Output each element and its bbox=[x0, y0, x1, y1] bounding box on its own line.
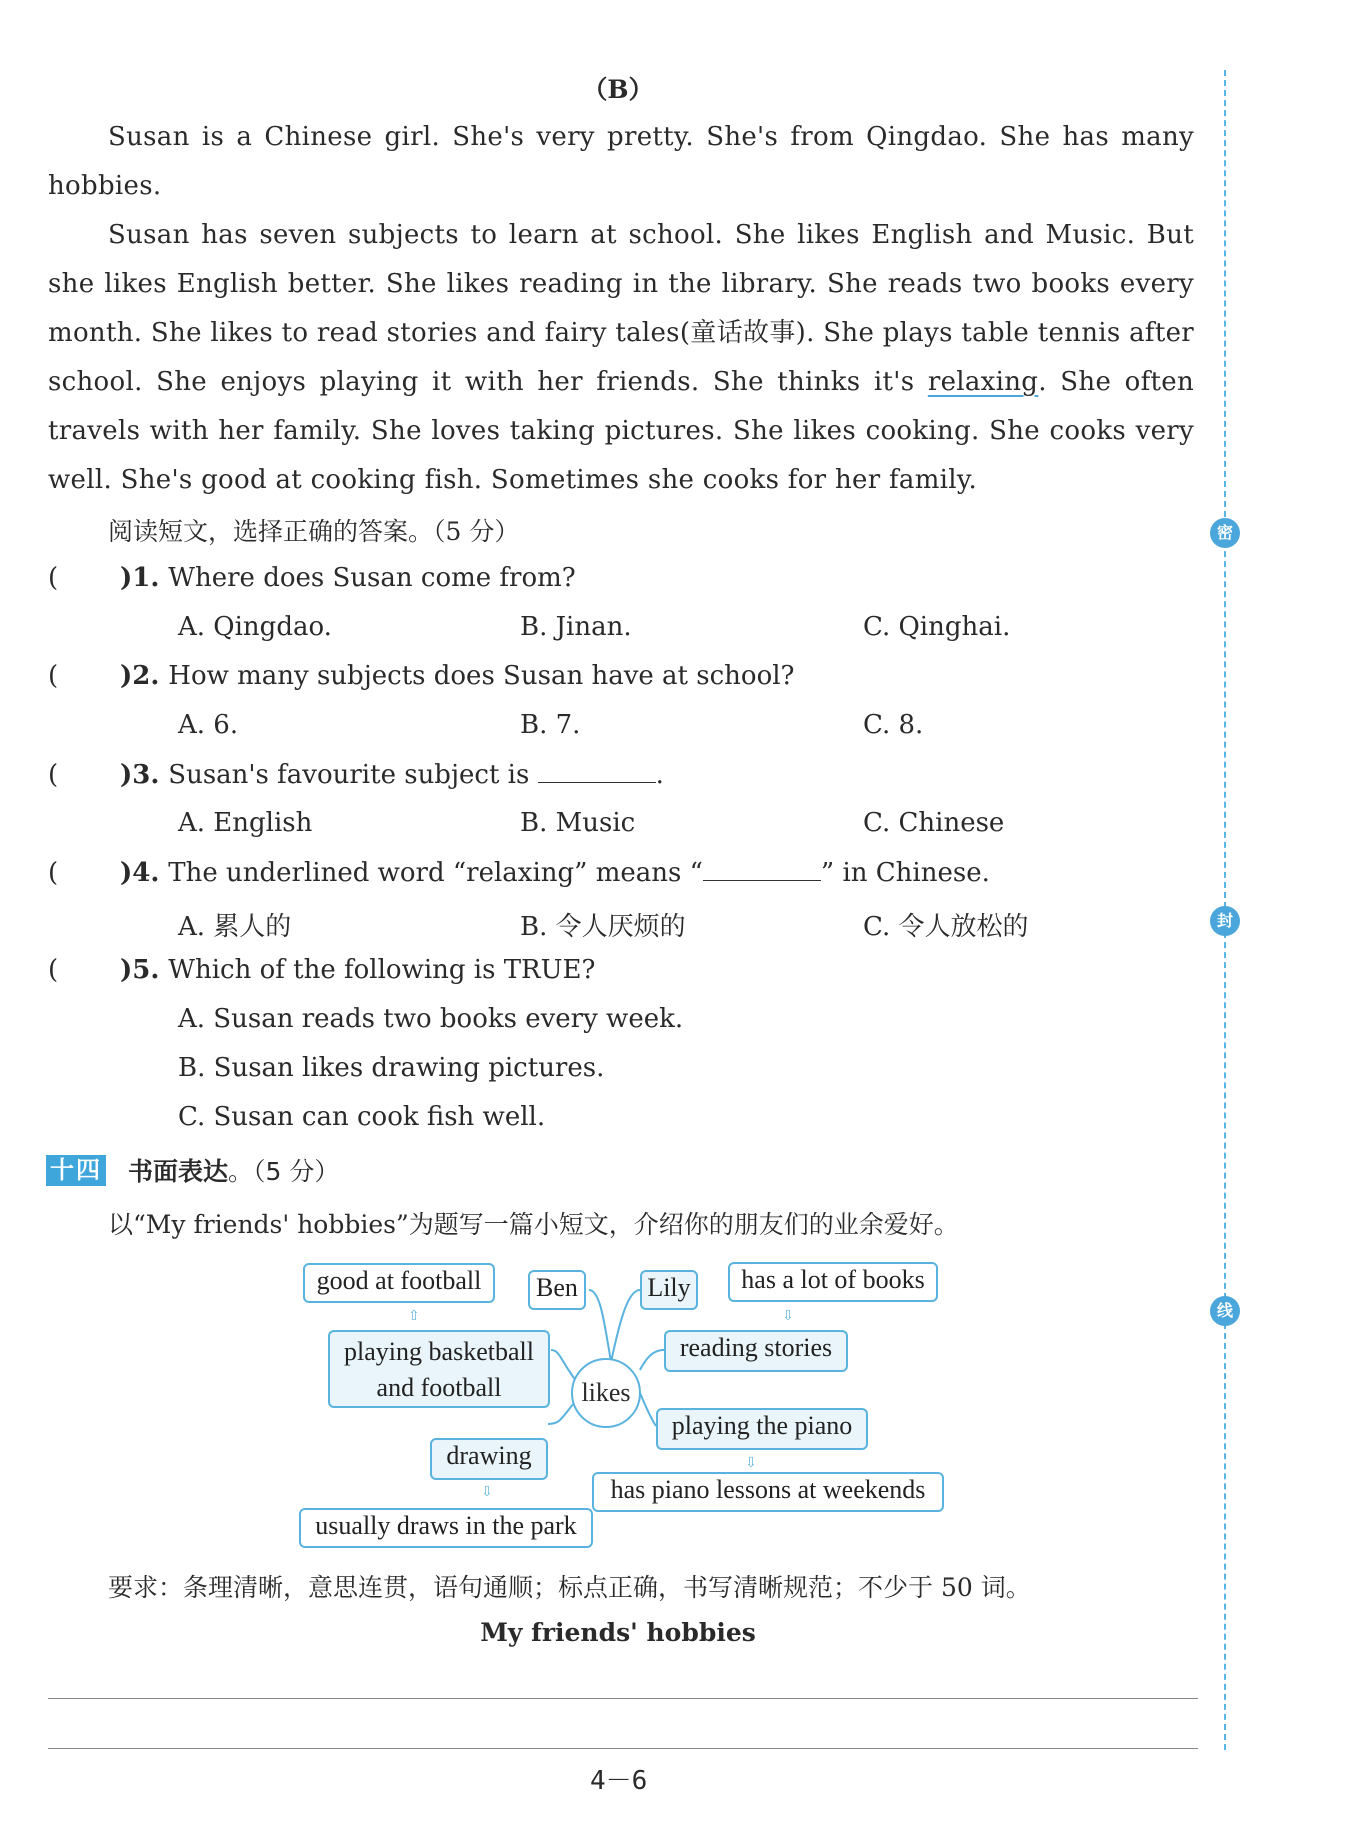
writing-requirements: 要求：条理清晰，意思连贯，语句通顺；标点正确，书写清晰规范；不少于 50 词。 bbox=[108, 1573, 1031, 1602]
side-mark-feng: 封 bbox=[1210, 906, 1240, 936]
passage-p2-after: . She often travels with her family. She loves taking pictures. She likes cooking. She cooks very well. She's good at cooking fish. Sometimes she cooks for her family. bbox=[48, 367, 1194, 495]
writing-score: 。（5 分） bbox=[228, 1157, 340, 1186]
answer-paren[interactable]: ( bbox=[48, 661, 59, 691]
answer-blank[interactable] bbox=[538, 754, 656, 783]
writing-heading-text: 书面表达 bbox=[128, 1157, 229, 1186]
question-2 bbox=[48, 656, 794, 696]
arrow-down-icon: ⇩ bbox=[782, 1308, 794, 1324]
question-1 bbox=[48, 558, 576, 598]
mindmap-playing-basketball-line1: playing basketball bbox=[344, 1337, 534, 1366]
q4-option-b[interactable]: B. 令人厌烦的 bbox=[520, 912, 686, 942]
passage-paragraph-2 bbox=[48, 211, 1194, 505]
question-text: Where does Susan come from? bbox=[168, 563, 576, 593]
mindmap-drawing: drawing bbox=[430, 1438, 548, 1480]
mindmap-usually-draws: usually draws in the park bbox=[299, 1508, 593, 1548]
q4-option-c[interactable]: C. 令人放松的 bbox=[863, 912, 1029, 942]
q3-option-a[interactable]: A. English bbox=[178, 808, 313, 838]
question-number: )2. bbox=[120, 661, 160, 691]
mindmap-playing-basketball bbox=[328, 1330, 550, 1408]
q2-option-b[interactable]: B. 7. bbox=[520, 710, 581, 740]
q5-option-b[interactable]: B. Susan likes drawing pictures. bbox=[178, 1053, 605, 1083]
arrow-down-icon: ⇩ bbox=[745, 1455, 757, 1471]
side-mark-mi: 密 bbox=[1210, 518, 1240, 548]
answer-blank[interactable] bbox=[703, 852, 821, 881]
q3-option-b[interactable]: B. Music bbox=[520, 808, 636, 838]
mindmap-playing-piano: playing the piano bbox=[656, 1408, 868, 1450]
question-4 bbox=[48, 852, 990, 892]
mindmap-lily: Lily bbox=[640, 1270, 698, 1310]
passage-p1-text: Susan is a Chinese girl. She's very pretty. She's from Qingdao. She has many hobbies. bbox=[48, 122, 1194, 201]
writing-prompt: 以“My friends' hobbies”为题写一篇小短文，介绍你的朋友们的业余爱好。 bbox=[108, 1210, 959, 1239]
mindmap-good-at-football: good at football bbox=[303, 1263, 495, 1303]
mindmap-playing-basketball-line2: and football bbox=[376, 1373, 502, 1402]
passage-paragraph-1 bbox=[48, 113, 1194, 211]
q1-option-a[interactable]: A. Qingdao. bbox=[178, 612, 332, 642]
passage-p2-before: Susan has seven subjects to learn at school. She likes English and Music. But she likes English better. She likes reading in the library. She reads two books every month. She likes to read stories and fairy tales(童话故事). She plays table tennis after school. She enjoys playing it with her friends. She thinks it's bbox=[48, 220, 1194, 397]
mindmap-ben: Ben bbox=[528, 1270, 586, 1310]
question-number: )4. bbox=[120, 858, 160, 888]
mindmap-has-books: has a lot of books bbox=[728, 1262, 938, 1302]
question-text: The underlined word “relaxing” means “ bbox=[168, 858, 703, 888]
side-mark-xian: 线 bbox=[1210, 1296, 1240, 1326]
arrow-down-icon: ⇩ bbox=[481, 1484, 493, 1500]
question-number: )5. bbox=[120, 955, 160, 985]
q2-option-a[interactable]: A. 6. bbox=[178, 710, 239, 740]
question-text: How many subjects does Susan have at school? bbox=[168, 661, 795, 691]
writing-heading bbox=[128, 1152, 339, 1188]
reading-instruction: 阅读短文，选择正确的答案。（5 分） bbox=[108, 517, 520, 546]
question-number: )3. bbox=[120, 760, 160, 790]
question-text: Which of the following is TRUE? bbox=[168, 955, 596, 985]
q5-option-a[interactable]: A. Susan reads two books every week. bbox=[178, 1004, 684, 1034]
page-number: 4－6 bbox=[590, 1766, 648, 1796]
writing-line[interactable] bbox=[48, 1748, 1198, 1749]
mindmap-piano-lessons: has piano lessons at weekends bbox=[592, 1472, 944, 1512]
question-text: Susan's favourite subject is bbox=[168, 760, 530, 790]
writing-line[interactable] bbox=[48, 1698, 1198, 1699]
q1-option-b[interactable]: B. Jinan. bbox=[520, 612, 632, 642]
q3-option-c[interactable]: C. Chinese bbox=[863, 808, 1005, 838]
answer-paren[interactable]: ( bbox=[48, 563, 59, 593]
answer-paren[interactable]: ( bbox=[48, 858, 59, 888]
writing-title: My friends' hobbies bbox=[480, 1618, 756, 1647]
q5-option-c[interactable]: C. Susan can cook fish well. bbox=[178, 1102, 546, 1132]
q1-option-c[interactable]: C. Qinghai. bbox=[863, 612, 1011, 642]
section-number-badge: 十四 bbox=[46, 1155, 106, 1186]
answer-paren[interactable]: ( bbox=[48, 955, 59, 985]
mindmap-center-likes: likes bbox=[571, 1358, 641, 1428]
question-5 bbox=[48, 950, 595, 990]
arrow-up-icon: ⇧ bbox=[408, 1308, 420, 1324]
question-3 bbox=[48, 754, 664, 794]
q4-option-a[interactable]: A. 累人的 bbox=[178, 912, 292, 942]
q2-option-c[interactable]: C. 8. bbox=[863, 710, 924, 740]
underlined-word: relaxing bbox=[927, 367, 1039, 397]
question-text-end: . bbox=[655, 760, 664, 790]
question-text-end: ” in Chinese. bbox=[820, 858, 990, 888]
section-label: （B） bbox=[582, 75, 654, 104]
mindmap-reading-stories: reading stories bbox=[664, 1330, 848, 1372]
answer-paren[interactable]: ( bbox=[48, 760, 59, 790]
question-number: )1. bbox=[120, 563, 160, 593]
